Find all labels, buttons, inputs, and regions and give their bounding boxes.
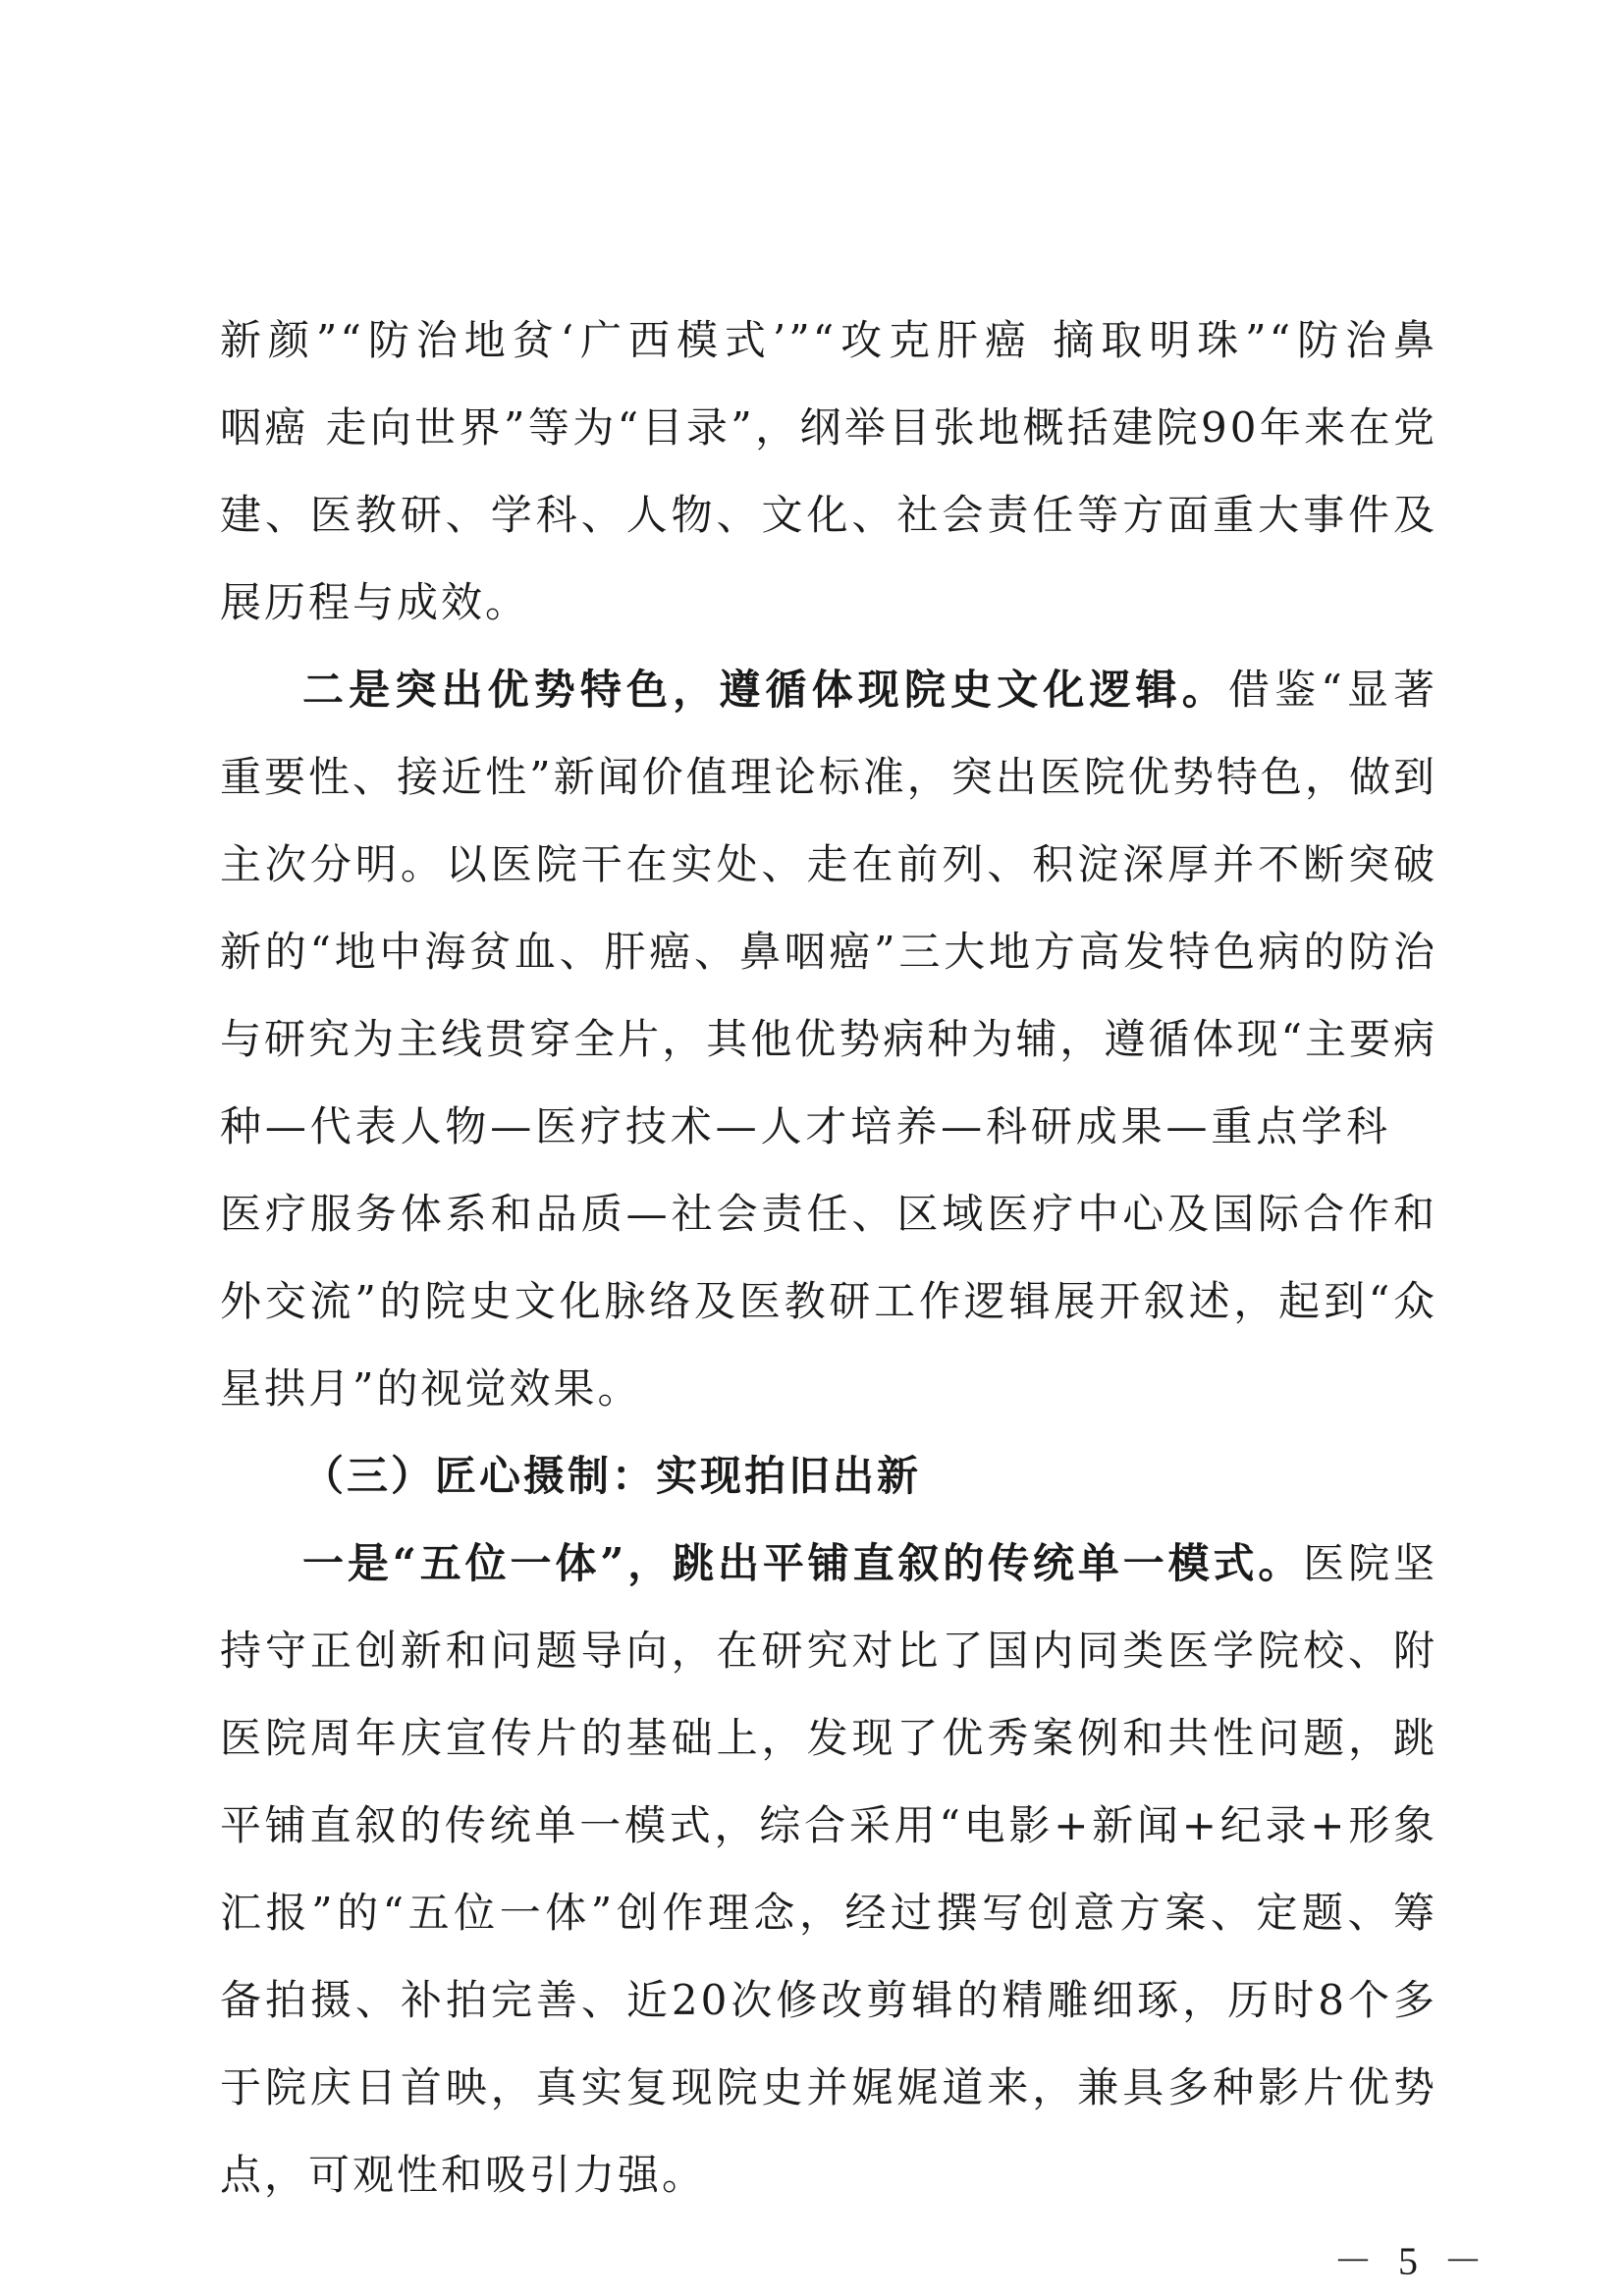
p2-lead-rest: 借鉴“显著	[1227, 666, 1437, 714]
p2-line-3: 主次分明。以医院干在实处、走在前列、积淀深厚并不断突破	[220, 840, 1437, 888]
p2-line-4: 新的“地中海贫血、肝癌、鼻咽癌”三大地方高发特色病的防治	[220, 928, 1437, 976]
p3-line-2: 持守正创新和问题导向，在研究对比了国内同类医学院校、附	[220, 1627, 1437, 1675]
p3-lead: 一是“五位一体”，跳出平铺直叙的传统单一模式。	[302, 1539, 1304, 1587]
p3-line-7: 于院庆日首映，真实复现院史并娓娓道来，兼具多种影片优势	[220, 2063, 1437, 2111]
p1-line-4: 展历程与成效。	[220, 578, 530, 626]
section-heading-3: （三）匠心摄制：实现拍旧出新	[302, 1452, 922, 1500]
p3-line-5: 汇报”的“五位一体”创作理念，经过撰写创意方案、定题、筹	[220, 1889, 1437, 1937]
p3-lead-rest: 医院坚	[1303, 1539, 1437, 1587]
p1-line-1: 新颜”“防治地贫‘广西模式’”“攻克肝癌 摘取明珠”“防治鼻	[220, 316, 1437, 364]
p3-line-3: 医院周年庆宣传片的基础上，发现了优秀案例和共性问题，跳	[220, 1714, 1437, 1762]
p2-line-6: 种—代表人物—医疗技术—人才培养—科研成果—重点学科	[220, 1102, 1390, 1150]
page-number: － 5 －	[1333, 2239, 1490, 2283]
p1-line-3: 建、医教研、学科、人物、文化、社会责任等方面重大事件及	[220, 491, 1437, 539]
p3-line-8: 点，可观性和吸引力强。	[220, 2151, 707, 2199]
p2-line-5: 与研究为主线贯穿全片，其他优势病种为辅，遵循体现“主要病	[220, 1015, 1437, 1063]
p2-line-7: 医疗服务体系和品质—社会责任、区域医疗中心及国际合作和	[220, 1190, 1437, 1238]
p2-line-9: 星拱月”的视觉效果。	[220, 1364, 642, 1413]
p1-line-2: 咽癌 走向世界”等为“目录”，纲举目张地概括建院90年来在党	[220, 403, 1437, 452]
p2-line-8: 外交流”的院史文化脉络及医教研工作逻辑展开叙述，起到“众	[220, 1277, 1437, 1325]
p3-line-6: 备拍摄、补拍完善、近20次修改剪辑的精雕细琢，历时8个多	[220, 1976, 1437, 2024]
p2-line-2: 重要性、接近性”新闻价值理论标准，突出医院优势特色，做到	[220, 753, 1437, 801]
p3-line-4: 平铺直叙的传统单一模式，综合采用“电影+新闻+纪录+形象	[220, 1801, 1437, 1849]
p2-lead: 二是突出优势特色，遵循体现院史文化逻辑。	[302, 666, 1228, 714]
p3-line-1	[302, 1536, 1437, 1591]
p2-line-1	[302, 663, 1437, 718]
